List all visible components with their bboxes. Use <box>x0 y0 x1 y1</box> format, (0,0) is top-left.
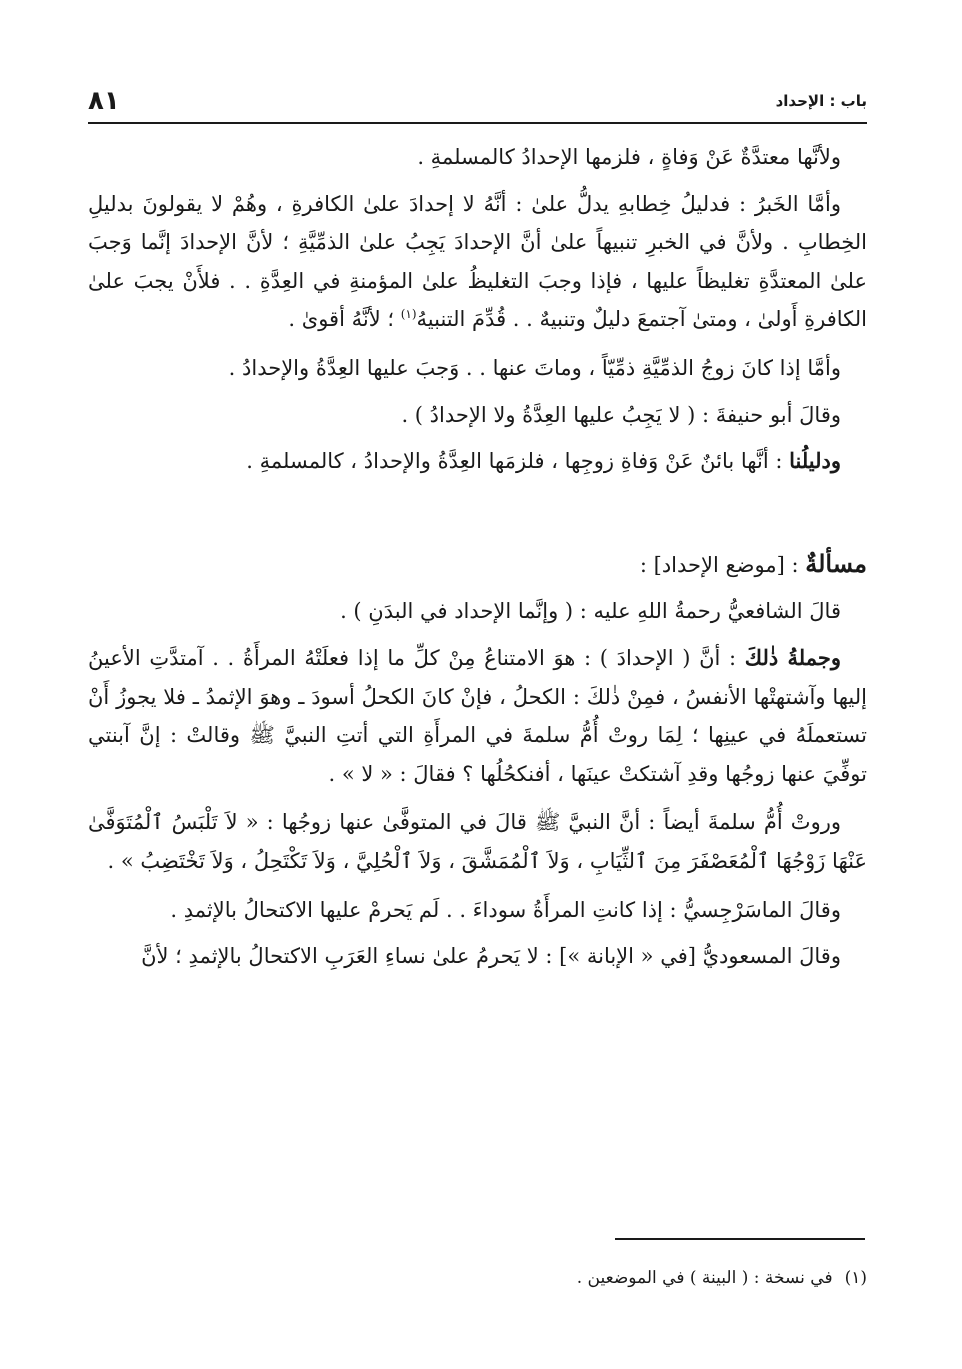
paragraph-2-tail: ؛ لأنَّهُ أقوىٰ . <box>288 307 401 332</box>
footnote-rule <box>615 1238 865 1240</box>
question-heading <box>88 545 867 585</box>
footnote <box>577 1268 867 1288</box>
paragraph-2 <box>88 185 867 339</box>
paragraph-3: وأمَّا إذا كانَ زوجُ الذمِّيَّةِ ذمِّيّاً ، وماتَ عنها . . وَجبَ عليها العِدَّةُ والإحدادُ . <box>228 355 841 380</box>
page-number: ٨١ <box>88 86 120 116</box>
paragraph-1: ولأنَّها معتدَّةٌ عَنْ وَفاةٍ ، فلزمها الإحدادُ كالمسلمةِ . <box>417 145 841 169</box>
paragraph-10: وقالَ المسعوديُّ [في « الإبانة »] : لا يَحرمُ علىٰ نساءِ العَرَبِ الاكتحالُ بالإثمدِ ؛ لأنَّ <box>141 944 841 969</box>
paragraph-5-text: : أنَّها بائنٌ عَنْ وَفاةِ زوجِها ، فلزمَها العِدَّةُ والإحدادُ ، كالمسلمةِ . <box>246 449 790 474</box>
paragraph-9: وقالَ الماسَرْجِسيُّ : إذا كانتِ المرأَةُ سوداءَ . . لَم يَحرمْ عليها الاكتحالُ بالإثمدِ . <box>170 897 841 922</box>
footnote-number: (١) <box>844 1268 867 1288</box>
header-rule <box>88 122 867 124</box>
page-body <box>88 138 867 976</box>
question-subtitle: : [موضع الإحداد] : <box>639 552 806 577</box>
paragraph-7-text: : أنَّ ( الإحدادَ ) : هوَ الامتناعُ مِنْ كلِّ ما إذا فعلَتْهُ المرأَةُ . . آمتدَّتِ الأعينُ إليها وآشتهتْها الأنفسُ ، فمِنْ ذٰلكَ : الكحلُ ، فإنْ كانَ الكحلُ أسودَ ـ وهوَ الإثمدُ ـ فلا يجوزُ أَنْ تستعملَهُ في عينِها ؛ لِمَا روتْ أُمُّ سلمةَ في المرأَةِ التي أتتِ النبيَّ ﷺ وقالتْ : إنَّ آبنتي توفِّيَ عنها زوجُها وقدِ آشتكتْ عينَها ، أفنكحُلُها ؟ فقالَ : « لا » . <box>88 645 867 786</box>
footnote-text: في نسخة : ( البينة ) في الموضعين . <box>576 1268 833 1288</box>
paragraph-2-text: وأمَّا الخَبرُ : فدليلُ خِطابهِ يدلُّ علىٰ : أنَّهُ لا إحدادَ علىٰ الكافرةِ ، وهُمْ لا يقولونَ بدليلِ الخِطابِ . ولأنَّ في الخبرِ تنبيهاً علىٰ أنَّ الإحدادَ يَجِبُ علىٰ الذمِّيَّةِ ؛ لأنَّ الإحدادَ إنَّما وَجبَ علىٰ المعتدَّةِ تغليظاً عليها ، فإذا وجبَ التغليظُ علىٰ المؤمنةِ في العِدَّةِ . . فلأَنْ يجبَ علىٰ الكافرةِ أَولىٰ ، ومتىٰ آجتمعَ دليلٌ وتنبيهٌ . . قُدِّمَ التنبيهُ <box>88 191 867 332</box>
paragraph-7-lead: وجملةُ ذٰلكَ <box>744 644 841 670</box>
footnote-marker: (١) <box>400 307 417 322</box>
paragraph-5 <box>88 442 867 481</box>
page-header <box>88 84 867 118</box>
paragraph-4: وقالَ أبو حنيفةَ : ( لا يَجِبُ عليها العِدَّةُ ولا الإحدادُ ) . <box>401 402 841 427</box>
paragraph-6: قالَ الشافعيُّ رحمةُ اللهِ عليه : ( وإنَّما الإحداد في البدَنِ ) . <box>340 599 841 624</box>
running-title: باب : الإحداد <box>775 92 867 110</box>
paragraph-8: وروتْ أُمُّ سلمةَ أيضاً : أنَّ النبيَّ ﷺ قالَ في المتوفَّىٰ عنها زوجُها : « لاَ تَلْبَسُ ٱلْمُتَوَفَّىٰ عَنْهَا زَوْجُهَا ٱلْمُعَصْفَرَ مِنَ ٱلثِّيَابِ ، وَلاَ ٱلْمُمَشَّقَ ، وَلاَ ٱلْحُلِيَّ ، وَلاَ تَكْتَحِلُ ، وَلاَ تَخْتَضِبُ » . <box>88 810 867 873</box>
paragraph-7 <box>88 639 867 793</box>
paragraph-5-lead: ودليلُنا <box>789 448 841 474</box>
question-title: مسألةٌ <box>805 548 867 578</box>
